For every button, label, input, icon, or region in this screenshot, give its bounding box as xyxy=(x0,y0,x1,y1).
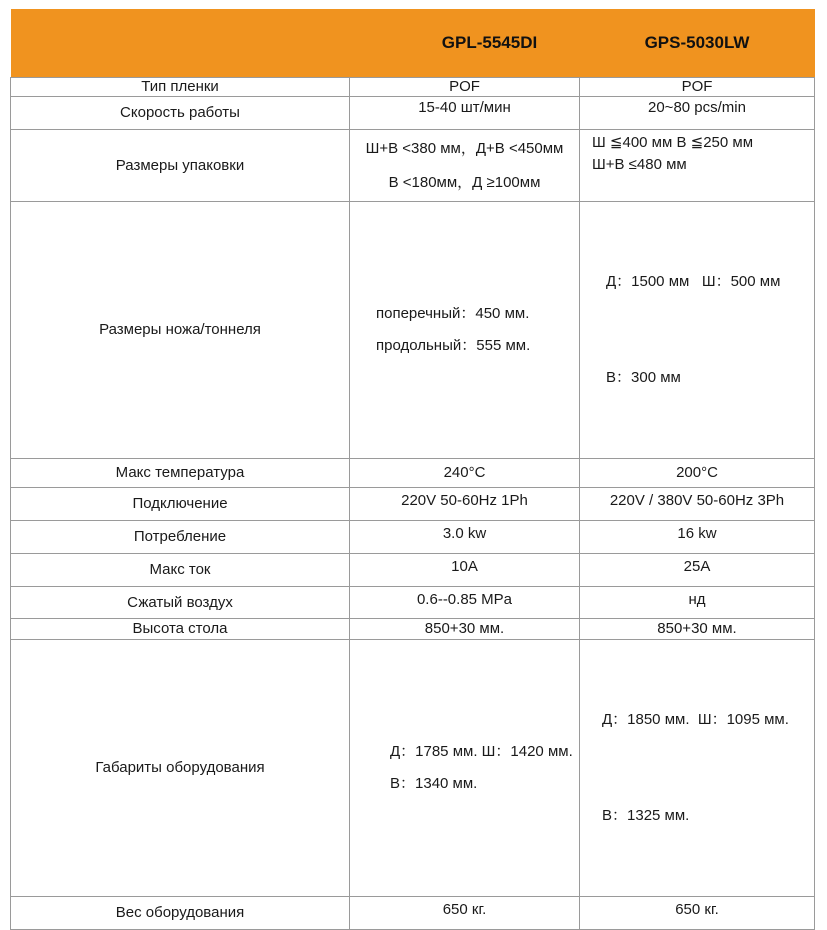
table-row xyxy=(11,97,815,130)
table-row xyxy=(11,554,815,587)
table-row xyxy=(11,488,815,521)
row-value-2-line: В：300 мм xyxy=(606,369,681,386)
row-value-1 xyxy=(350,130,580,202)
row-value-1: 220V 50-60Hz 1Ph xyxy=(350,488,580,521)
row-value-2: POF xyxy=(580,78,815,97)
table-row xyxy=(11,78,815,97)
row-value-1: 15-40 шт/мин xyxy=(350,97,580,130)
row-value-1: 850+30 мм. xyxy=(350,619,580,640)
table-row xyxy=(11,897,815,930)
row-value-2: 20~80 pcs/min xyxy=(580,97,815,130)
spec-table-container xyxy=(10,9,814,930)
spec-table xyxy=(10,9,815,930)
row-value-1-line: продольный：555 мм. xyxy=(376,337,531,354)
row-value-1: 10A xyxy=(350,554,580,587)
row-label: Макс температура xyxy=(11,459,350,488)
row-value-2: 200°C xyxy=(580,459,815,488)
row-value-2-line: Д：1850 мм. Ш：1095 мм. xyxy=(602,711,789,728)
row-label: Размеры ножа/тоннеля xyxy=(11,202,350,459)
row-value-2: 220V / 380V 50-60Hz 3Ph xyxy=(580,488,815,521)
row-value-1 xyxy=(350,202,580,459)
row-value-1-line: В <180мм，Д ≥100мм xyxy=(388,173,541,191)
row-value-2 xyxy=(580,202,815,459)
row-value-2-line: Д：1500 мм Ш：500 мм xyxy=(606,273,781,290)
row-value-2 xyxy=(580,130,815,202)
row-value-2: 16 kw xyxy=(580,521,815,554)
row-value-1-line: Ш+В <380 мм，Д+В <450мм xyxy=(365,139,564,157)
row-value-1: 650 кг. xyxy=(350,897,580,930)
row-label: Сжатый воздух xyxy=(11,587,350,619)
row-value-2-line: В：1325 мм. xyxy=(602,807,690,824)
row-label: Потребление xyxy=(11,521,350,554)
table-row xyxy=(11,587,815,619)
row-label: Подключение xyxy=(11,488,350,521)
table-row xyxy=(11,130,815,202)
row-label: Размеры упаковки xyxy=(11,130,350,202)
row-value-1-line: В：1340 мм. xyxy=(390,775,478,792)
table-row xyxy=(11,640,815,897)
row-value-1-line: поперечный：450 мм. xyxy=(376,305,530,322)
row-label: Макс ток xyxy=(11,554,350,587)
row-value-2: 25A xyxy=(580,554,815,587)
row-value-1-line: Д：1785 мм. Ш：1420 мм. xyxy=(390,743,573,760)
row-value-2: 650 кг. xyxy=(580,897,815,930)
row-value-2-line: Ш+В ≤480 мм xyxy=(592,156,687,173)
table-row xyxy=(11,459,815,488)
row-value-2: 850+30 мм. xyxy=(580,619,815,640)
row-value-1: 240°C xyxy=(350,459,580,488)
row-label: Тип пленки xyxy=(11,78,350,97)
header-model-2: GPS-5030LW xyxy=(580,9,815,78)
row-value-1: 0.6--0.85 MPa xyxy=(350,587,580,619)
table-row xyxy=(11,619,815,640)
header-model-1: GPL-5545DI xyxy=(350,9,580,78)
table-row xyxy=(11,202,815,459)
row-value-2-line: Ш ≦400 мм В ≦250 мм xyxy=(592,134,754,151)
row-value-2 xyxy=(580,640,815,897)
row-value-1: 3.0 kw xyxy=(350,521,580,554)
row-value-1 xyxy=(350,640,580,897)
header-row xyxy=(11,9,815,78)
row-label: Вес оборудования xyxy=(11,897,350,930)
table-row xyxy=(11,521,815,554)
row-value-1: POF xyxy=(350,78,580,97)
row-label: Высота стола xyxy=(11,619,350,640)
row-label: Габариты оборудования xyxy=(11,640,350,897)
row-label: Скорость работы xyxy=(11,97,350,130)
row-value-2: нд xyxy=(580,587,815,619)
header-empty-cell xyxy=(11,9,350,78)
